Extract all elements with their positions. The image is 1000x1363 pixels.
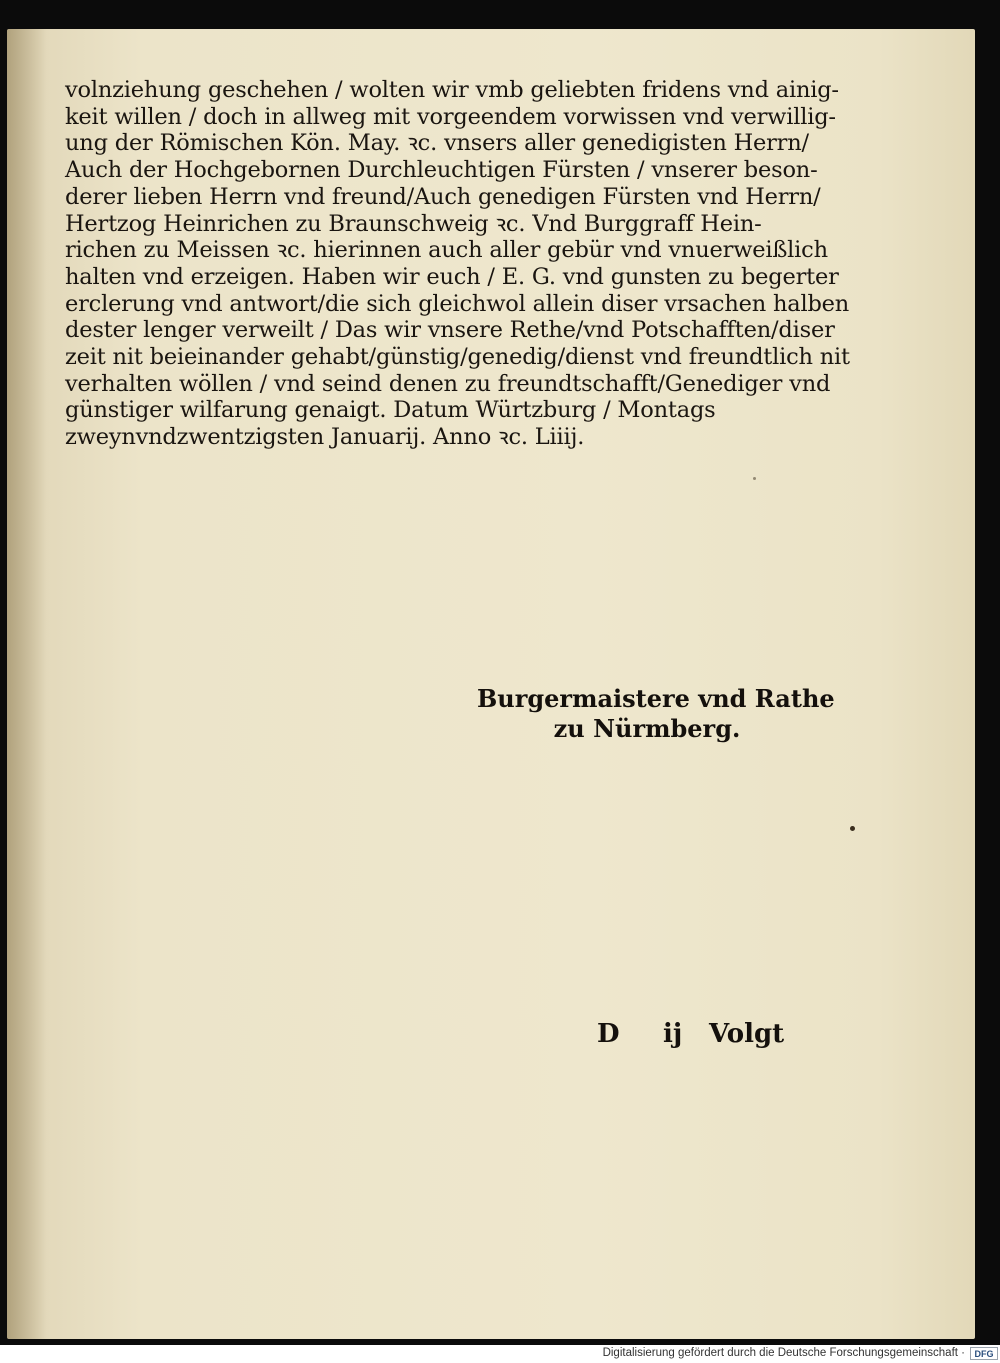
signatory-line: Burgermaistere vnd Rathe xyxy=(477,684,835,713)
book-page xyxy=(7,29,975,1339)
text-line: keit willen / doch in allweg mit vorgeendem vorwissen vnd verwillig- xyxy=(65,103,836,130)
text-line: zweynvndzwentzigsten Januarij. Anno ꝛc. Liiij. xyxy=(65,424,585,451)
printer-signature-number: ij xyxy=(663,1019,683,1049)
funding-credit: Digitalisierung gefördert durch die Deutsche Forschungsgemeinschaft · xyxy=(602,1347,965,1359)
ink-speck xyxy=(850,826,855,831)
page-footer-marks xyxy=(597,1019,797,1059)
catchword: Volgt xyxy=(709,1019,785,1049)
text-line: volnziehung geschehen / wolten wir vmb geliebten fridens vnd ainig- xyxy=(65,77,839,103)
ink-speck xyxy=(753,477,756,480)
text-line: dester lenger verweilt / Das wir vnsere Rethe/vnd Potschafften/diser xyxy=(65,317,835,344)
signatory-block xyxy=(477,684,835,744)
text-line: ung der Römischen Kön. May. ꝛc. vnsers aller genedigisten Herrn/ xyxy=(65,130,809,157)
body-text xyxy=(65,77,850,451)
text-line: erclerung vnd antwort/die sich gleichwol allein diser vrsachen halben xyxy=(65,290,850,317)
digitization-footer xyxy=(0,1345,1000,1363)
text-line: Hertzog Heinrichen zu Braunschweig ꝛc. Vnd Burggraff Hein- xyxy=(65,210,762,237)
text-line: derer lieben Herrn vnd freund/Auch genedigen Fürsten vnd Herrn/ xyxy=(65,183,821,210)
text-line: zeit nit beieinander gehabt/günstig/genedig/dienst vnd freundtlich nit xyxy=(65,344,850,371)
text-line: richen zu Meissen ꝛc. hierinnen auch aller gebür vnd vnuerweißlich xyxy=(65,237,828,264)
text-line: halten vnd erzeigen. Haben wir euch / E. G. vnd gunsten zu begerter xyxy=(65,263,839,290)
text-line: Auch der Hochgebornen Durchleuchtigen Fürsten / vnserer beson- xyxy=(65,157,818,184)
printer-signature-mark: D xyxy=(597,1019,620,1049)
text-line: verhalten wöllen / vnd seind denen zu freundtschafft/Genediger vnd xyxy=(65,370,831,397)
dfg-logo-icon: DFG xyxy=(970,1347,998,1360)
signatory-place: zu Nürmberg. xyxy=(553,714,741,743)
text-line: günstiger wilfarung genaigt. Datum Würtzburg / Montags xyxy=(65,397,716,424)
